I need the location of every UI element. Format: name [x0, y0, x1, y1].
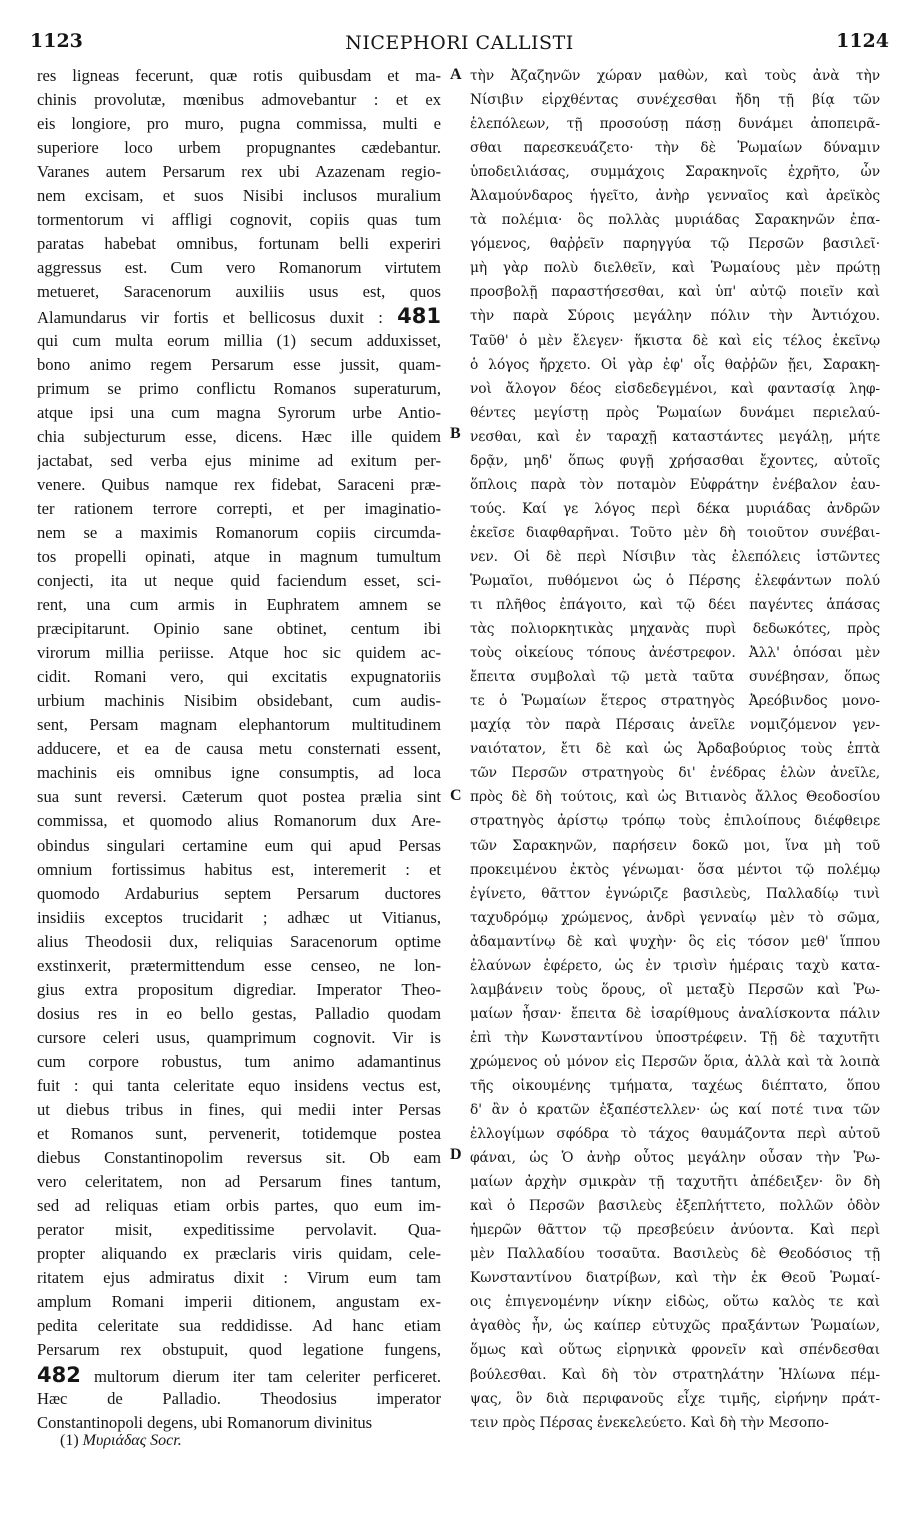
latin-text-line: et Romanos sunt, pervenerit, totidemque postea [37, 1124, 441, 1144]
latin-text-line: Hæc de Palladio. Theodosius imperator [37, 1388, 441, 1408]
latin-text-line: rent, una cum armis in Euphratem amnem se [37, 595, 441, 615]
latin-text-line: vero celeritatem, non ad Persarum fines tantum, [37, 1172, 441, 1192]
latin-text-line: Alamundarus vir fortis et bellicosus duxit : 481 [37, 304, 441, 329]
greek-text-line: Ταῦθ' ὁ μὲν ἔλεγεν· ἥκιστα δὲ καὶ εἰς τέλος ἐκεῖνῳ [470, 332, 880, 349]
latin-text-line: 482 multorum dierum iter tam celeriter perficeret. [37, 1362, 441, 1387]
greek-text-line: τοὺς οἰκείους τόπους ἀνέστρεφον. Ἀλλ' ὁπόσαι μὲν [470, 645, 880, 662]
margin-letter-b: B [450, 425, 461, 442]
greek-text-line: ναιότατον, ἔτι δὲ καὶ ὡς Ἀρδαβούριος τοὺς ἑπτὰ [470, 741, 880, 758]
latin-text-line: alius Theodosii dux, reliquias Saracenorum optime [37, 931, 441, 951]
greek-text-line: τούς. Καί γε λόγος περὶ δέκα μυριάδας ἀνδρῶν [470, 500, 880, 517]
running-title: NICEPHORI CALLISTI [345, 32, 574, 54]
greek-text-line: ἐλαύνων ἐφέρετο, ὡς ἐν τρισὶν ἡμέραις ταχὺ κατα- [470, 957, 880, 974]
latin-text-line: nem se a maximis Romanorum copiis circumda- [37, 522, 441, 542]
margin-number: 482 [37, 1362, 81, 1387]
greek-text-line: ἀγαθὸς ἦν, ὡς καίπερ εὐτυχῶς πραξάντων Ῥωμαίων, [470, 1318, 880, 1335]
latin-text-line: quomodo Ardaburius septem Persarum ductores [37, 883, 441, 903]
latin-text-line: pedita celeritate sua reddidisse. Ad hanc etiam [37, 1316, 441, 1336]
greek-text-line: φάναι, ὡς Ὁ ἀνὴρ οὗτος μεγάλην οὖσαν τὴν Ῥω- [470, 1150, 880, 1167]
latin-text-line: perator misit, expeditissime pervolavit. Qua- [37, 1220, 441, 1240]
greek-text-line: ὅμως καὶ οὕτως εἰρηνικὰ φρονεῖν καὶ σπένδεσθαι [470, 1342, 880, 1359]
greek-text-line: Ῥωμαῖοι, πυθόμενοι ὡς ὁ Πέρσης ἐλεφάντων πολύ [470, 572, 880, 589]
latin-text-line: paratas habebat omnibus, fortunam belli experiri [37, 234, 441, 254]
greek-text-line: Ἀλαμούνδαρος ἡγεῖτο, ἀνὴρ γενναῖος καὶ ἀρεϊκὸς [470, 188, 880, 205]
greek-text-line: ἔπειτα συμβολαὶ τῷ μετὰ ταῦτα συνέβησαν, ὅπως [470, 669, 880, 686]
greek-text-line: προκειμένου ἐκτὸς γένωμαι· ὅσα μέντοι τῷ πολέμῳ [470, 861, 880, 878]
latin-text-line: urbium machinis Nisibim obsidebant, cum audis- [37, 691, 441, 711]
latin-text-line: machinis eis omnibus igne consumptis, ad loca [37, 763, 441, 783]
greek-text-line: δ' ἂν ὁ κρατῶν ἐξαπέστελλεν· ὡς καί ποτέ τινα τῶν [470, 1102, 880, 1119]
page-number-left: 1123 [30, 30, 83, 52]
latin-text-line: ter rationem terrore correpti, et per imaginatio- [37, 498, 441, 518]
latin-text-line: nem excisam, et suos Nisibi inclusos muralium [37, 186, 441, 206]
latin-text-line: propter aliquando ex præclaris viris quidam, cele- [37, 1244, 441, 1264]
greek-text-line: ὅπλοις παρὰ τὸν ποταμὸν Εὐφράτην ἐνέβαλον ἑαυ- [470, 476, 880, 493]
greek-text-line: τὴν παρὰ Σύροις μεγάλην πόλιν τὴν Ἀντιόχου. [470, 308, 880, 325]
latin-text-line: dosius res in eo bello gestas, Palladio quodam [37, 1003, 441, 1023]
greek-text-line: ψας, ὃν διὰ περιφανοῦς εἶχε τιμῆς, εἰρήνην πράτ- [470, 1390, 880, 1407]
latin-text-line: commissa, et quomodo alius Romanorum dux Are- [37, 811, 441, 831]
page-header [30, 30, 889, 58]
greek-text-line: ἐκεῖσε διαφθαρῆναι. Τοῦτο μὲν δὴ τοιοῦτον συνέβαι- [470, 524, 880, 541]
footnote-text: Μυριάδας Socr. [82, 1432, 182, 1449]
latin-column [37, 64, 441, 1435]
greek-text-line: μαχίᾳ τὸν παρὰ Πέρσαις ἀνεῖλε νομιζόμενον γεν- [470, 717, 880, 734]
latin-text-line: adducere, et ea de causa metu consternati essent, [37, 739, 441, 759]
latin-text-line: gius extra propositum digrediar. Imperator Theo- [37, 979, 441, 999]
greek-text-line: στρατηγὸς ἀρίστῳ τρόπῳ τοὺς ἐπιλοίπους διέφθειρε [470, 813, 880, 830]
greek-column [470, 64, 880, 1435]
greek-text-line: βούλεσθαι. Καὶ δὴ τὸν στρατηλάτην Ἡλίωνα πέμ- [470, 1366, 880, 1383]
latin-text-line: fuit : qui tanta celeritate equo insidens vectus est, [37, 1075, 441, 1095]
greek-text-line: καὶ ὁ Περσῶν βασιλεὺς ἐξεπλήττετο, πολλῶν ὁδὸν [470, 1198, 880, 1215]
greek-text-line: θέντες μεγίστῃ πρὸς Ῥωμαίων δυνάμει περιελαύ- [470, 404, 880, 421]
latin-text-line: ritatem ejus admiratus dixit : Virum eum tam [37, 1268, 441, 1288]
latin-text-line: sed ad reliquas etiam orbis partes, quo eum im- [37, 1196, 441, 1216]
latin-text-line: chia subjecturum esse, dicens. Hæc ille quidem [37, 426, 441, 446]
latin-text-line: qui cum multa eorum millia (1) secum adduxisset, [37, 330, 441, 350]
greek-text-line: ἡμερῶν θᾶττον τῷ πρεσβεύειν ἀνύοντα. Καὶ περὶ [470, 1222, 880, 1239]
latin-text-line: obindus singulari certamine eum qui apud Persas [37, 835, 441, 855]
latin-text-line: conjecti, ita ut neque quid faciendum esset, sci- [37, 570, 441, 590]
latin-text-line: venere. Quibus namque rex fidebat, Saraceni præ- [37, 474, 441, 494]
latin-text-line: atque ipsi una cum magna Syrorum urbe Antio- [37, 402, 441, 422]
latin-text-line: sent, Persam magnam elephantorum multitudinem [37, 715, 441, 735]
greek-text-line: ἐλλογίμων σφόδρα τὸ τάχος θαυμάζοντα περὶ αὐτοῦ [470, 1126, 880, 1143]
greek-text-line: νεσθαι, καὶ ἐν ταραχῇ καταστάντες μεγάλῃ, μήτε [470, 428, 880, 445]
latin-text-line: præcipitarunt. Opinio sane obtinet, centum ibi [37, 619, 441, 639]
greek-text-line: ἑλεπόλεων, τῇ προσούσῃ πάσῃ δυνάμει ἀποπειρᾶ- [470, 116, 880, 133]
latin-text-line: res ligneas fecerunt, quæ rotis quibusdam et ma- [37, 66, 441, 85]
greek-text-line: Κωνσταντίνου διατρίβων, καὶ τὴν ἐκ Θεοῦ Ῥωμαί- [470, 1270, 880, 1287]
latin-text-line: omnium fortissimus habitus est, interemerit : et [37, 859, 441, 879]
footnote-marker: (1) [60, 1432, 79, 1449]
margin-letter-c: C [450, 787, 462, 804]
latin-text-line: Varanes autem Persarum rex ubi Azazenam regio- [37, 162, 441, 182]
greek-text-line: ὑποδειλιάσας, συμμάχοις Σαρακηνοῖς ἐχρῆτο, ὧν [470, 164, 880, 181]
greek-text-line: νεν. Οἱ δὲ περὶ Νίσιβιν τὰς ἑλεπόλεις ἱστῶντες [470, 548, 880, 565]
margin-number: 481 [397, 304, 441, 329]
greek-text-line: νοὶ ἄλογον δέος εἰσδεδεγμένοι, καὶ φαντασίᾳ ληφ- [470, 380, 880, 397]
greek-text-line: οις ἐπιγενομένην νίκην εἰδὼς, οὕτω καλὸς τε καὶ [470, 1294, 880, 1311]
latin-text-line: exstinxerit, prætermittendum esse censeo, ne lon- [37, 955, 441, 975]
greek-text-line: τειν πρὸς Πέρσας ἐνεκελεύετο. Καὶ δὴ τὴν Μεσοπο- [470, 1414, 829, 1431]
latin-text-line: chinis provolutæ, mœnibus admovebantur : et ex [37, 90, 441, 110]
latin-text-line: eis longiore, pro muro, pugna commissa, multi e [37, 114, 441, 134]
greek-text-line: τὴν Ἀζαζηνῶν χώραν μαθὼν, καὶ τοὺς ἀνὰ τὴν [470, 68, 880, 84]
greek-text-line: τῶν Σαρακηνῶν, παρήσειν δοκῶ μοι, ἵνα μὴ τοῦ [470, 837, 880, 854]
latin-text-line: amplum Romani imperii ditionem, angustam ex- [37, 1292, 441, 1312]
greek-text-line: ἐπὶ τὴν Κωνσταντίνου ὑποστρέφειν. Τῇ δὲ ταχυτῆτι [470, 1029, 880, 1046]
latin-text-line: cursore celeri usus, quamprimum cognovit. Vir is [37, 1027, 441, 1047]
greek-text-line: μαίων ἀρχὴν σμικρὰν τῇ ταχυτῆτι ἀπέδειξεν· ὃν δὴ [470, 1174, 880, 1191]
page-number-right: 1124 [836, 30, 889, 52]
latin-text-line: cidit. Romani vero, qui excitatis expugnatoriis [37, 667, 441, 687]
greek-text-line: γόμενος, θαῤῥεῖν παρηγγύα τῷ Περσῶν βασιλεῖ· [470, 236, 880, 253]
latin-text-line: aggressus est. Cum vero Romanorum virtutem [37, 258, 441, 278]
latin-text-line: jactabat, sed verba ejus minime ad exitum per- [37, 450, 441, 470]
latin-text-line: bono animo regem Persarum esse jussit, quam- [37, 354, 441, 374]
greek-text-line: τε ὁ Ῥωμαίων ἕτερος στρατηγὸς Ἀρεόβινδος μονο- [470, 693, 880, 710]
latin-text-line: primum se primo conflictu Romanos superaturum, [37, 378, 441, 398]
greek-text-line: μὲν Παλλαδίου τοσαῦτα. Βασιλεὺς δὲ Θεοδόσιος τῇ [470, 1246, 880, 1263]
latin-text-line: Constantinopoli degens, ubi Romanorum divinitus [37, 1412, 373, 1432]
greek-text-line: τῶν Περσῶν στρατηγοὺς δι' ἐνέδρας ἑλὼν ἀνεῖλε, [470, 765, 880, 782]
latin-text-line: metueret, Saracenorum auxiliis usus est, quos [37, 282, 441, 302]
greek-text-line: τὰ πολέμια· ὃς πολλὰς μυριάδας Σαρακηνῶν ἐπα- [470, 212, 880, 229]
greek-text-line: τῆς οἰκουμένης τμήματα, ταχέως διέπτατο, ὅπου [470, 1077, 880, 1094]
greek-text-line: σθαι παρεσκευάζετο· τὴν δὲ Ῥωμαίων δύναμιν [470, 140, 880, 157]
greek-text-line: χρώμενος οὐ μόνον εἰς Περσῶν ὅρια, ἀλλὰ καὶ τὰ λοιπὰ [470, 1053, 880, 1070]
margin-letter-a: A [450, 66, 462, 83]
latin-text-line: Persarum rex obstupuit, quod legatione fungens, [37, 1340, 441, 1360]
latin-text-line: virorum millia periisse. Atque hoc sic quidem ac- [37, 643, 441, 663]
greek-text-line: πρὸς δὲ δὴ τούτοις, καὶ ὡς Βιτιανὸς ἄλλος Θεοδοσίου [470, 789, 880, 806]
greek-text-line: τὰς πολιορκητικὰς μηχανὰς πυρὶ δεδωκότες, πρὸς [470, 621, 880, 638]
latin-text-line: tos propelli opinati, atque in magnum tumultum [37, 546, 441, 566]
latin-text-line: superiore loco urbem propugnantes cædebantur. [37, 138, 441, 158]
greek-text-line: μὴ γὰρ πολὺ διελθεῖν, καὶ Ῥωμαίους μὲν πρώτῃ [470, 260, 880, 277]
greek-text-line: ὁ λόγος ἤρχετο. Οἱ γὰρ ἐφ' οἷς θαῤῥῶν ᾔει, Σαρακη- [470, 356, 880, 373]
margin-letter-d: D [450, 1146, 462, 1163]
greek-text-line: δρᾷν, μηδ' ὅπως φυγῇ χρήσασθαι ἔχοντες, αὐτοῖς [470, 452, 880, 469]
footnote [60, 1432, 182, 1450]
greek-text-line: ἐγίνετο, θᾶττον ἐγνώριζε βασιλεὺς, Παλλαδίῳ τινὶ [470, 885, 880, 902]
greek-text-line: τι πλῆθος ἐπάγοιτο, καὶ τῷ δέει παγέντες ἁπάσας [470, 597, 880, 614]
latin-text-line: cum corpore robustus, tum animo adamantinus [37, 1051, 441, 1071]
latin-text-line: tormentorum vi affligi cognovit, copiis quas tum [37, 210, 441, 230]
greek-text-line: λαμβάνειν τοὺς ὅρους, οἳ μεταξὺ Περσῶν καὶ Ῥω- [470, 981, 880, 998]
latin-text-line: insidiis exceptos trucidarit ; adhæc ut Vitianus, [37, 907, 441, 927]
greek-text-line: Νίσιβιν εἱρχθέντας συνέχεσθαι ἤδη τῇ βίᾳ τῶν [470, 92, 880, 109]
greek-text-line: ταχυδρόμῳ χρώμενος, ἀνδρὶ γενναίῳ μὲν τὸ σῶμα, [470, 909, 880, 926]
greek-text-line: ἀδαμαντίνῳ δὲ καὶ ψυχὴν· ὃς εἰς τόσον μεθ' ἵππου [470, 933, 880, 950]
latin-text-line: diebus Constantinopolim reversus sit. Ob eam [37, 1148, 441, 1168]
latin-text-line: ut diebus tribus in fines, qui medii inter Persas [37, 1100, 441, 1120]
latin-text-line: sua sunt reversi. Cæterum quot postea prælia sint [37, 787, 441, 807]
greek-text-line: μαίων ἦσαν· ἔπειτα δὲ ἰσαρίθμους ἀναλίσκοντα πάλιν [470, 1005, 880, 1022]
greek-text-line: προσβολῇ παραστήσεσθαι, καὶ ὑπ' αὐτῷ ποιεῖν καὶ [470, 284, 880, 301]
